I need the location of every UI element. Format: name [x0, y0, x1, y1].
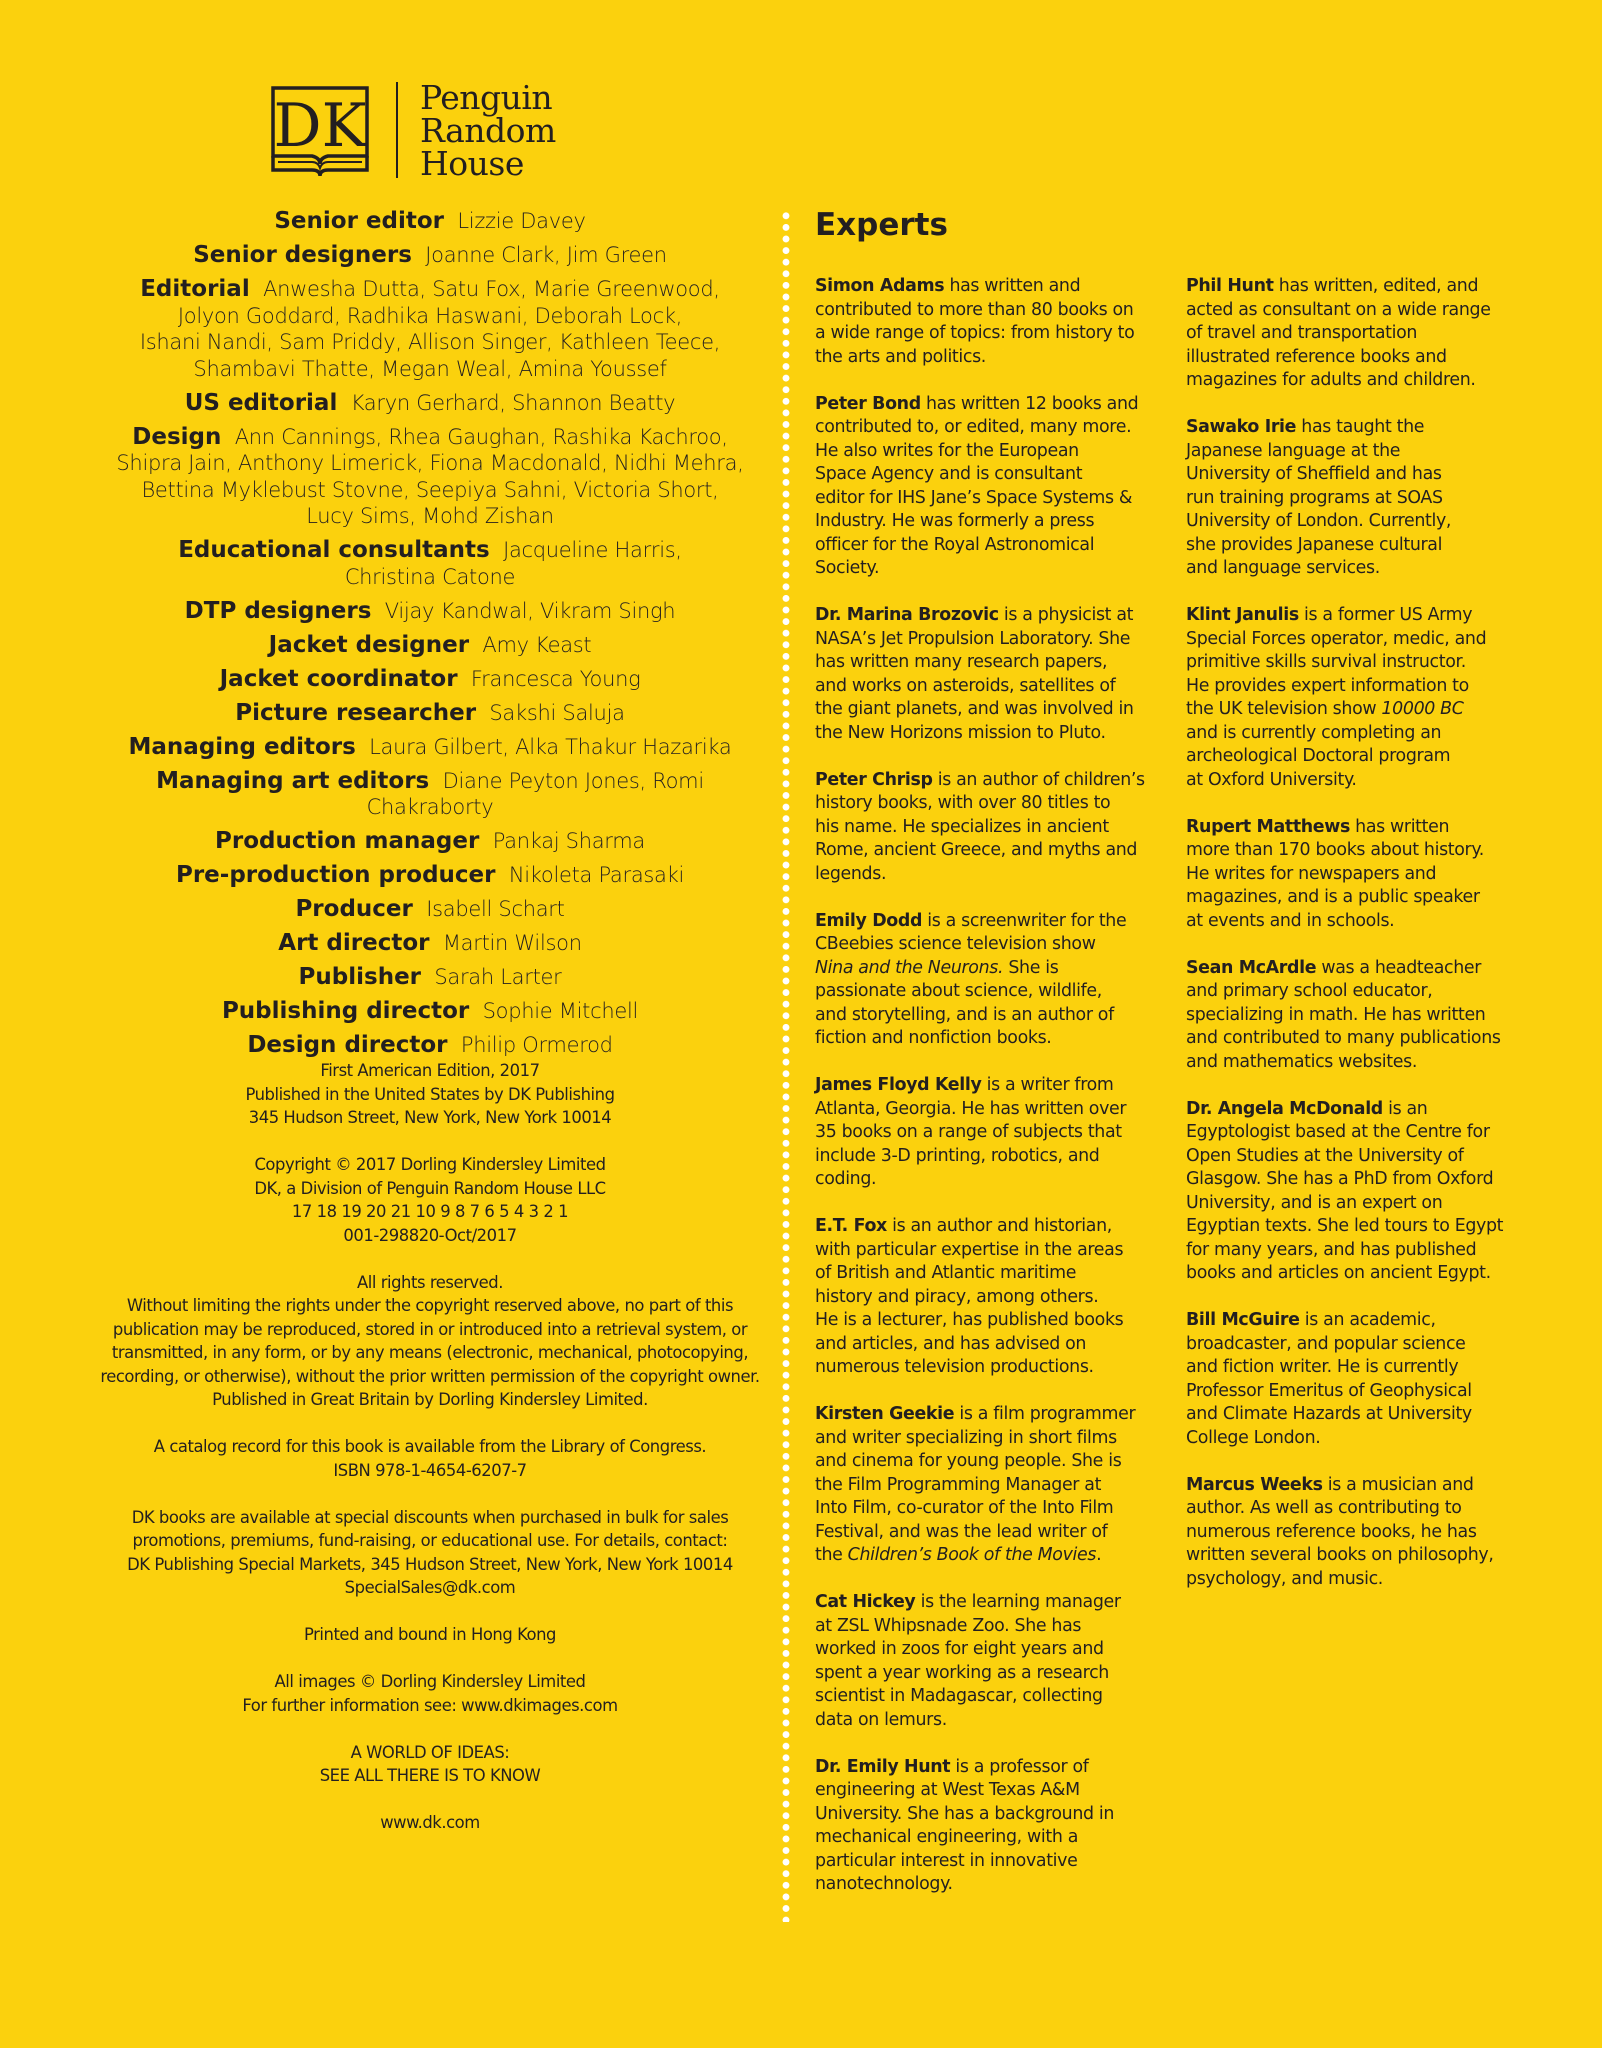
credit-entry — [90, 896, 770, 923]
credit-entry — [90, 537, 770, 590]
expert-bio-line: of British and Atlantic maritime — [815, 1263, 1077, 1283]
credit-names: Shipra Jain, Anthony Limerick, Fiona Macdonald, Nidhi Mehra, — [116, 451, 744, 475]
expert-bio-line: Rome, ancient Greece, and myths and — [815, 840, 1138, 860]
credit-names: Vijay Kandwal, Vikram Singh — [384, 598, 676, 623]
experts-heading: Experts — [815, 207, 948, 243]
expert-bio-line: He provides expert information to — [1186, 675, 1469, 696]
expert-bio-line: a wide range of topics: from history to — [815, 323, 1135, 343]
credit-entry — [90, 208, 770, 235]
credit-entry — [90, 390, 770, 417]
expert-title-italic: Nina and the Neurons. — [815, 957, 1004, 978]
expert-bio-line: Industry. He was formerly a press — [815, 511, 1095, 531]
expert-bio-line: and works on asteroids, satellites of — [815, 675, 1116, 696]
expert-name: Marcus Weeks — [1186, 1474, 1323, 1495]
credit-names: Sarah Larter — [434, 965, 562, 989]
imprint-line: recording, or otherwise), without the prior written permission of the copyright owner. — [100, 1366, 760, 1386]
expert-bio — [815, 1756, 1160, 1897]
expert-bio-line: University, and is an expert on — [1186, 1192, 1443, 1213]
publisher-word: Penguin — [420, 77, 553, 117]
expert-bio — [1186, 604, 1531, 792]
credit-names: Diane Peyton Jones, Romi Chakraborty — [366, 768, 704, 819]
expert-bio-line: Klint Janulis is a former US Army — [1186, 605, 1473, 625]
credit-names: Jolyon Goddard, Radhika Haswani, Deborah Lock, — [177, 303, 683, 328]
credit-role: Senior editor — [274, 208, 445, 234]
expert-bio-line: and storytelling, and is an author of — [815, 1004, 1114, 1025]
expert-bio-line: University of London. Currently, — [1186, 511, 1452, 531]
expert-bio-line: data on lemurs. — [815, 1709, 947, 1730]
expert-bio-line: magazines, and is a public speaker — [1186, 887, 1480, 907]
expert-bio-line: Special Forces operator, medic, and — [1186, 628, 1487, 649]
expert-bio-line: Cat Hickey is the learning manager — [815, 1592, 1121, 1612]
credit-entry — [90, 1032, 770, 1059]
expert-name: Emily Dodd — [815, 910, 923, 931]
publisher-word: Random — [420, 110, 556, 150]
expert-bio-line: has written many research papers, — [815, 652, 1108, 672]
expert-bio-line: at Oxford University. — [1186, 769, 1357, 790]
imprint-paragraph — [90, 1811, 770, 1835]
credit-entry — [90, 242, 770, 269]
staff-credits — [90, 208, 770, 1066]
expert-title-italic: Children’s Book of the Movies — [847, 1545, 1097, 1565]
credit-names: Pankaj Sharma — [492, 829, 645, 853]
imprint-line: Copyright © 2017 Dorling Kindersley Limited — [254, 1155, 606, 1174]
credit-entry — [90, 930, 770, 957]
expert-bio — [815, 769, 1160, 887]
credit-entry — [90, 964, 770, 991]
expert-bio-line: the arts and politics. — [815, 346, 986, 367]
credit-role: DTP designers — [184, 597, 372, 624]
expert-bio — [1186, 1098, 1531, 1286]
imprint-paragraph — [90, 1153, 770, 1247]
expert-bio-line: run training programs at SOAS — [1186, 487, 1443, 508]
expert-bio-line: Sean McArdle was a headteacher — [1186, 957, 1482, 978]
imprint-line: publication may be reproduced, stored in or introduced into a retrieval system, or — [112, 1319, 748, 1339]
expert-bio-line: Egyptian texts. She led tours to Egypt — [1186, 1216, 1504, 1236]
imprint-line: promotions, premiums, fund-raising, or educational use. For details, contact: — [132, 1531, 728, 1550]
expert-bio-line: Marcus Weeks is a musician and — [1186, 1474, 1474, 1495]
credit-names: Isabell Schart — [426, 897, 565, 921]
expert-bio-line: editor for IHS Jane’s Space Systems & — [815, 487, 1133, 508]
imprint-line: Without limiting the rights under the copyright reserved above, no part of this — [126, 1296, 734, 1315]
expert-bio-line: Egyptologist based at the Centre for — [1186, 1122, 1490, 1142]
expert-bio-line: fiction and nonfiction books. — [815, 1028, 1052, 1048]
publisher-word: House — [420, 143, 524, 183]
expert-bio-line: He is a lecturer, has published books — [815, 1310, 1124, 1330]
expert-bio-line: and primary school educator, — [1186, 981, 1433, 1001]
expert-bio-line: with particular expertise in the areas — [815, 1239, 1124, 1260]
expert-bio-line: He also writes for the European — [815, 440, 1079, 461]
expert-name: Dr. Marina Brozovic — [815, 605, 999, 625]
expert-name: James Floyd Kelly — [815, 1075, 982, 1095]
expert-bio-line: contributed to, or edited, many more. — [815, 417, 1132, 437]
expert-name: Dr. Emily Hunt — [815, 1756, 951, 1777]
expert-bio — [1186, 1474, 1531, 1592]
expert-name: Sawako Irie — [1186, 417, 1297, 437]
credit-role: US editorial — [184, 389, 338, 416]
expert-bio-line: scientist in Madagascar, collecting — [815, 1686, 1103, 1706]
credit-names: Bettina Myklebust Stovne, Seepiya Sahni, Victoria Short, — [141, 477, 719, 502]
credit-role: Editorial — [140, 276, 250, 302]
imprint-line: Printed and bound in Hong Kong — [303, 1625, 557, 1644]
expert-bio-line: Peter Chrisp is an author of children’s — [815, 769, 1145, 790]
expert-bio-line: Festival, and was the lead writer of — [815, 1521, 1108, 1542]
imprint-line: DK, a Division of Penguin Random House LLC — [254, 1178, 606, 1198]
credit-names: Anwesha Dutta, Satu Fox, Marie Greenwood, — [263, 277, 720, 301]
credit-role: Educational consultants — [178, 537, 490, 563]
expert-bio-line: 35 books on a range of subjects that — [815, 1122, 1122, 1142]
expert-bio — [815, 393, 1160, 581]
expert-name: Dr. Angela McDonald — [1186, 1098, 1383, 1119]
credit-names: Karyn Gerhard, Shannon Beatty — [350, 390, 676, 415]
expert-bio-line: Atlanta, Georgia. He has written over — [815, 1098, 1127, 1119]
credit-role: Design — [132, 423, 222, 450]
expert-bio-line: NASA’s Jet Propulsion Laboratory. She — [815, 628, 1131, 649]
expert-bio-line: and writer specializing in short films — [815, 1427, 1117, 1448]
expert-bio — [815, 1403, 1160, 1568]
expert-bio-line: Bill McGuire is an academic, — [1186, 1310, 1436, 1330]
expert-bio — [815, 1074, 1160, 1192]
credit-names: Lizzie Davey — [457, 209, 586, 233]
credit-names: Shambavi Thatte, Megan Weal, Amina Youssef — [193, 356, 667, 381]
credit-entry — [90, 424, 770, 530]
expert-name: Peter Chrisp — [815, 769, 933, 790]
expert-bio-line: specializing in math. He has written — [1186, 1004, 1486, 1025]
expert-bio-line: history books, with over 80 titles to — [815, 793, 1111, 813]
expert-bio-line: coding. — [815, 1169, 877, 1189]
expert-bio-line: the Film Programming Manager at — [815, 1474, 1102, 1495]
imprint-paragraph — [90, 1506, 770, 1600]
imprint-paragraph — [90, 1059, 770, 1130]
expert-bio — [1186, 957, 1531, 1075]
expert-bio-line: written several books on philosophy, — [1186, 1545, 1494, 1565]
experts-column-left — [815, 275, 1160, 1920]
logo-separator — [396, 82, 398, 178]
expert-bio-line: Japanese language at the — [1186, 440, 1401, 461]
credit-names: Laura Gilbert, Alka Thakur Hazarika — [369, 734, 732, 759]
expert-bio-line: Professor Emeritus of Geophysical — [1186, 1380, 1472, 1401]
expert-bio-line: the New Horizons mission to Pluto. — [815, 722, 1106, 743]
imprint-line: First American Edition, 2017 — [320, 1061, 540, 1080]
credit-names: Ann Cannings, Rhea Gaughan, Rashika Kachroo, — [234, 424, 728, 449]
expert-bio-line: Open Studies at the University of — [1186, 1145, 1464, 1166]
expert-bio-line: numerous television productions. — [815, 1357, 1094, 1377]
credit-entry — [90, 632, 770, 659]
credit-names: Jacqueline Harris, — [503, 538, 682, 562]
expert-name: Cat Hickey — [815, 1592, 916, 1612]
imprint-line: transmitted, in any form, or by any means (electronic, mechanical, photocopying, — [111, 1343, 749, 1362]
expert-bio-line: she provides Japanese cultural — [1186, 534, 1443, 555]
expert-bio-line: magazines for adults and children. — [1186, 370, 1476, 390]
expert-bio — [815, 275, 1160, 369]
expert-bio-line: CBeebies science television show — [815, 934, 1096, 954]
imprint-line: For further information see: www.dkimages.com — [242, 1695, 618, 1715]
credit-role: Pre-production producer — [175, 862, 496, 888]
expert-bio-line: Space Agency and is consultant — [815, 464, 1083, 484]
expert-bio-line: the UK television show 10000 BC — [1186, 699, 1464, 719]
credit-role: Publishing director — [221, 998, 470, 1024]
expert-name: Peter Bond — [815, 393, 921, 414]
expert-name: Simon Adams — [815, 276, 945, 296]
expert-bio-line: College London. — [1186, 1427, 1321, 1448]
expert-bio-line: worked in zoos for eight years and — [815, 1639, 1104, 1659]
svg-text:DK: DK — [273, 91, 367, 161]
credit-names: Sakshi Saluja — [489, 700, 625, 725]
expert-name: Rupert Matthews — [1186, 816, 1350, 837]
credit-role: Design director — [247, 1032, 448, 1058]
expert-bio-line: legends. — [815, 863, 887, 884]
credit-entry — [90, 998, 770, 1025]
expert-bio-line: Phil Hunt has written, edited, and — [1186, 276, 1479, 296]
credit-role: Publisher — [298, 964, 422, 990]
credit-entry — [90, 828, 770, 855]
expert-bio-line: Simon Adams has written and — [815, 276, 1081, 296]
expert-bio-line: Rupert Matthews has written — [1186, 816, 1450, 837]
expert-bio-line: the giant planets, and was involved in — [815, 699, 1134, 719]
credit-entry — [90, 700, 770, 727]
expert-bio-line: more than 170 books about history. — [1186, 840, 1484, 860]
expert-bio-line: University of Sheffield and has — [1186, 464, 1442, 484]
expert-bio-line: the Children’s Book of the Movies. — [815, 1545, 1102, 1565]
expert-bio-line: and contributed to many publications — [1186, 1028, 1501, 1048]
credit-names: Lucy Sims, Mohd Zishan — [306, 504, 554, 528]
expert-bio — [1186, 275, 1531, 393]
expert-bio-line: Dr. Marina Brozovic is a physicist at — [815, 605, 1134, 625]
credit-role: Picture researcher — [235, 699, 477, 726]
imprint-line: DK Publishing Special Markets, 345 Hudson Street, New York, New York 10014 — [127, 1554, 733, 1574]
expert-bio-line: include 3-D printing, robotics, and — [815, 1145, 1100, 1166]
expert-bio-line: Dr. Angela McDonald is an — [1186, 1098, 1428, 1119]
expert-bio-line: for many years, and has published — [1186, 1239, 1477, 1260]
dk-book-logo-icon — [270, 82, 370, 178]
credit-role: Production manager — [215, 828, 480, 854]
expert-bio-line: books and articles on ancient Egypt. — [1186, 1263, 1491, 1283]
credit-names: Francesca Young — [470, 666, 641, 691]
expert-bio-line: Sawako Irie has taught the — [1186, 417, 1425, 437]
imprint-line: All images © Dorling Kindersley Limited — [274, 1672, 586, 1691]
expert-bio-line: and language services. — [1186, 558, 1380, 578]
expert-bio-line: illustrated reference books and — [1186, 346, 1447, 367]
imprint-line: ISBN 978-1-4654-6207-7 — [333, 1460, 527, 1480]
publisher-wordmark — [420, 77, 556, 183]
expert-bio-line: psychology, and music. — [1186, 1568, 1383, 1589]
expert-bio-line: of travel and transportation — [1186, 323, 1418, 343]
expert-bio-line: Emily Dodd is a screenwriter for the — [815, 910, 1127, 931]
expert-bio-line: Society. — [815, 558, 880, 578]
imprint-line: 345 Hudson Street, New York, New York 10014 — [248, 1108, 612, 1127]
expert-name: Bill McGuire — [1186, 1310, 1300, 1330]
credit-role: Producer — [295, 896, 413, 922]
imprint-paragraph — [90, 1623, 770, 1647]
credit-entry — [90, 666, 770, 693]
imprint-paragraph — [90, 1271, 770, 1412]
imprint-line: SEE ALL THERE IS TO KNOW — [319, 1766, 541, 1785]
expert-bio-line: Glasgow. She has a PhD from Oxford — [1186, 1169, 1494, 1189]
imprint-paragraph — [90, 1435, 770, 1482]
expert-name: Kirsten Geekie — [815, 1404, 955, 1424]
expert-bio-line: and mathematics websites. — [1186, 1051, 1417, 1072]
expert-bio-line: and is currently completing an — [1186, 722, 1442, 743]
imprint-line: 001-298820-Oct/2017 — [343, 1225, 517, 1245]
dotted-column-divider — [780, 210, 792, 1922]
expert-bio — [815, 910, 1160, 1051]
expert-name: Sean McArdle — [1186, 957, 1317, 978]
imprint-paragraph — [90, 1741, 770, 1788]
credit-names: Joanne Clark, Jim Green — [425, 243, 667, 267]
credit-names: Sophie Mitchell — [482, 999, 639, 1023]
expert-name: Klint Janulis — [1186, 605, 1299, 625]
expert-bio-line: Into Film, co-curator of the Into Film — [815, 1498, 1114, 1518]
expert-bio-line: history and piracy, among others. — [815, 1286, 1099, 1307]
imprint-line: A catalog record for this book is available from the Library of Congress. — [153, 1437, 707, 1456]
expert-bio-line: broadcaster, and popular science — [1186, 1333, 1466, 1354]
expert-bio — [815, 1215, 1160, 1380]
credit-role: Art director — [278, 930, 430, 956]
expert-bio-line: at ZSL Whipsnade Zoo. She has — [815, 1615, 1082, 1636]
expert-bio-line: and cinema for young people. She is — [815, 1451, 1122, 1471]
expert-bio-line: author. As well as contributing to — [1186, 1498, 1462, 1518]
expert-bio-line: mechanical engineering, with a — [815, 1827, 1079, 1847]
imprint-line: Published in the United States by DK Publishing — [245, 1084, 615, 1104]
credit-role: Senior designers — [193, 242, 412, 268]
expert-bio — [815, 604, 1160, 745]
expert-bio-line: engineering at West Texas A&M — [815, 1780, 1080, 1800]
expert-bio-line: at events and in schools. — [1186, 910, 1395, 931]
expert-bio-line: and fiction writer. He is currently — [1186, 1357, 1459, 1377]
expert-bio — [1186, 1309, 1531, 1450]
credit-role: Jacket designer — [268, 631, 470, 658]
imprint-line: www.dk.com — [380, 1813, 480, 1832]
imprint-line: Published in Great Britain by Dorling Kindersley Limited. — [212, 1390, 648, 1409]
expert-bio-line: and Climate Hazards at University — [1186, 1404, 1472, 1424]
expert-bio-line: primitive skills survival instructor. — [1186, 652, 1466, 672]
credit-names: Amy Keast — [482, 632, 592, 657]
expert-name: E.T. Fox — [815, 1216, 887, 1236]
imprint-line: SpecialSales@dk.com — [344, 1578, 516, 1597]
credit-entry — [90, 862, 770, 889]
expert-bio-line: numerous reference books, he has — [1186, 1521, 1477, 1542]
imprint-line: All rights reserved. — [356, 1272, 503, 1292]
expert-title-italic: 10000 BC — [1381, 699, 1464, 719]
expert-bio-line: Kirsten Geekie is a film programmer — [815, 1404, 1136, 1424]
expert-bio-line: archeological Doctoral program — [1186, 746, 1451, 766]
imprint-paragraph — [90, 1670, 770, 1717]
imprint-line: A WORLD OF IDEAS: — [350, 1742, 510, 1762]
expert-bio-line: spent a year working as a research — [815, 1662, 1109, 1683]
expert-bio-line: James Floyd Kelly is a writer from — [815, 1075, 1114, 1095]
expert-bio-line: Peter Bond has written 12 books and — [815, 393, 1139, 414]
expert-bio — [1186, 816, 1531, 934]
expert-bio — [1186, 416, 1531, 581]
credit-entry — [90, 276, 770, 382]
expert-bio-line: contributed to more than 80 books on — [815, 299, 1134, 320]
experts-column-right — [1186, 275, 1531, 1615]
expert-bio-line: E.T. Fox is an author and historian, — [815, 1216, 1112, 1236]
expert-bio-line: nanotechnology. — [815, 1874, 953, 1894]
credit-entry — [90, 734, 770, 761]
imprint-line: 17 18 19 20 21 10 9 8 7 6 5 4 3 2 1 — [291, 1202, 569, 1221]
expert-bio-line: officer for the Royal Astronomical — [815, 534, 1095, 555]
expert-bio-line: and articles, and has advised on — [815, 1333, 1087, 1354]
credit-role: Managing art editors — [156, 767, 430, 794]
credit-role: Managing editors — [128, 733, 356, 760]
credit-role: Jacket coordinator — [219, 665, 458, 692]
credit-names: Nikoleta Parasaki — [508, 863, 684, 887]
imprint-line: DK books are available at special discounts when purchased in bulk for sales — [131, 1507, 729, 1527]
expert-bio-line: Dr. Emily Hunt is a professor of — [815, 1756, 1089, 1777]
credit-entry — [90, 768, 770, 821]
expert-bio-line: acted as consultant on a wide range — [1186, 299, 1491, 320]
credit-names: Christina Catone — [344, 564, 516, 589]
dk-penguin-random-house-logo — [270, 77, 556, 183]
imprint-legal-text — [90, 1059, 770, 1858]
expert-bio-line: University. She has a background in — [815, 1803, 1115, 1824]
credit-names: Martin Wilson — [442, 931, 582, 955]
credit-entry — [90, 598, 770, 625]
credit-names: Ishani Nandi, Sam Priddy, Allison Singer, Kathleen Teece, — [139, 330, 721, 354]
expert-bio-line: He writes for newspapers and — [1186, 863, 1437, 884]
expert-bio-line: his name. He specializes in ancient — [815, 816, 1109, 837]
expert-bio-line: passionate about science, wildlife, — [815, 981, 1102, 1001]
expert-bio — [815, 1591, 1160, 1732]
credit-names: Philip Ormerod — [460, 1033, 613, 1057]
expert-name: Phil Hunt — [1186, 276, 1274, 296]
expert-bio-line: Nina and the Neurons. She is — [815, 957, 1059, 978]
expert-bio-line: particular interest in innovative — [815, 1850, 1078, 1871]
